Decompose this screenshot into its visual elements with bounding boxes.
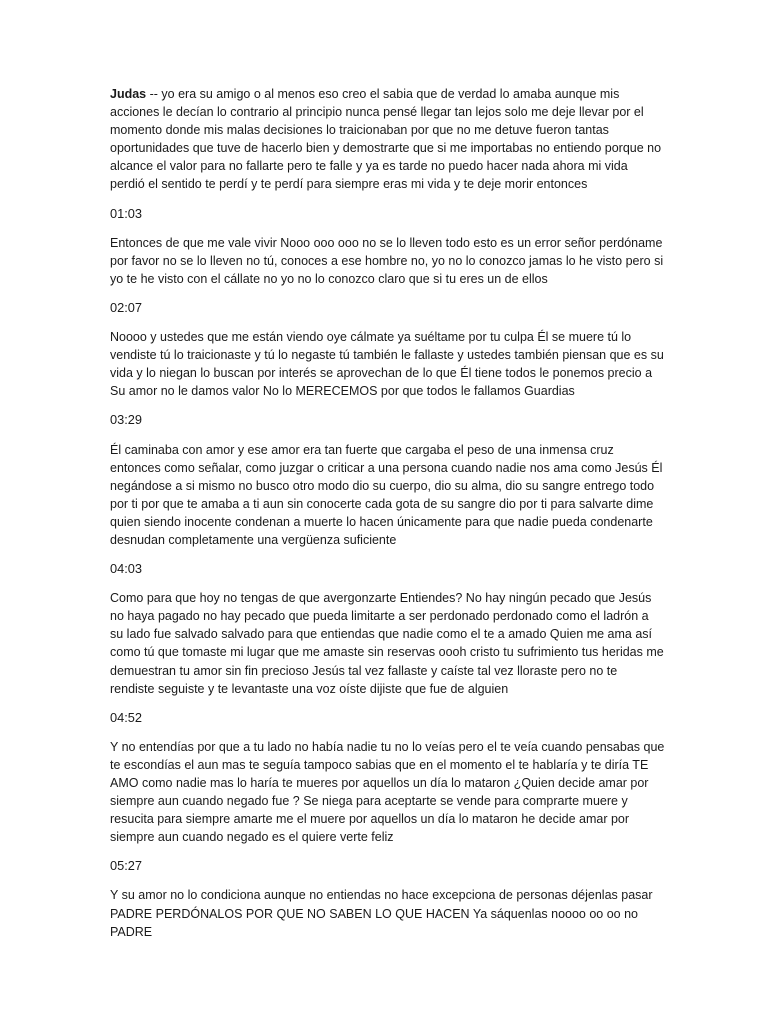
timestamp: 04:03 xyxy=(110,561,143,577)
lyric-paragraph: Y no entendías por que a tu lado no había nadie tu no lo veías pero el te veía cuando pensabas que te escondías el aun mas te seguía tampoco sabias que en el momento el te hablaría y te diría TE AMO como nadie mas lo haría te mueres por aquellos un día lo mataron ¿Quien decide amar por siempre aun cuando negado fue ? Se niega para aceptarte se vende para comprarte muere y resucita para siempre amarte me el muere por aquellos un día lo mataron he decide amar por siempre aun cuando negado es el quiere verte feliz xyxy=(110,739,665,845)
lyric-paragraph: Y su amor no lo condiciona aunque no entiendas no hace excepciona de personas déjenlas pasar PADRE PERDÓNALOS POR QUE NO SABEN LO QUE HACEN Ya sáquenlas noooo oo oo no PADRE xyxy=(110,888,653,939)
timestamp: 03:29 xyxy=(110,412,143,428)
timestamp: 05:27 xyxy=(110,858,143,874)
lyric-paragraph: Entonces de que me vale vivir Nooo ooo ooo no se lo lleven todo esto es un error señor perdóname por favor no se lo lleven no tú, conoces a ese hombre no, yo no lo conozco jamas lo he visto pero si yo te he visto con el cállate no yo no lo conozco claro que si tu eres un de ellos xyxy=(110,235,664,286)
lyric-paragraph: Noooo y ustedes que me están viendo oye cálmate ya suéltame por tu culpa Él se muere tú lo vendiste tú lo traicionaste y tú lo negaste tú también le fallaste y ustedes también piensan que es su vida y lo niegan lo buscan por interés se aprovechan de lo que Él tiene todos le ponemos precio a Su amor no le damos valor No lo MERECEMOS por que todos le fallamos Guardias xyxy=(110,330,664,399)
timestamp: 02:07 xyxy=(110,299,143,315)
intro-paragraph xyxy=(110,85,665,194)
timestamp: 01:03 xyxy=(110,205,143,221)
timestamp: 04:52 xyxy=(110,709,143,725)
speaker-name: Judas xyxy=(110,87,147,101)
lyric-paragraph: Él caminaba con amor y ese amor era tan fuerte que cargaba el peso de una inmensa cruz entonces como señalar, como juzgar o criticar a una persona cuando nadie nos ama como Jesús Él negándose a si mismo no busco otro modo dio su cuerpo, dio su alma, dio su sangre entrego todo por ti por que te amaba a ti aun sin conocerte cada gota de su sangre dio por ti para salvarte dime quien siendo inocente condenan a muerte lo hacen únicamente para que nadie pueda condenarte desnudan completamente una vergüenza suficiente xyxy=(110,442,663,547)
document-page xyxy=(110,85,665,952)
intro-text: -- yo era su amigo o al menos eso creo el sabia que de verdad lo amaba aunque mis acciones le decían lo contrario al principio nunca pensé llegar tan lejos solo me deje llevar por el momento donde mis malas decisiones lo traicionaban por que no me detuve fueron tantas oportunidades que tuve de hacerlo bien y demostrarte que si me importabas no entiendo porque no alcance el valor para no fallarte pero te falle y ya es tarde no puedo hacer nada ahora mi vida perdió el sentido te perdí y te perdí para siempre eras mi vida y te deje morir entonces xyxy=(110,87,662,192)
lyric-paragraph: Como para que hoy no tengas de que avergonzarte Entiendes? No hay ningún pecado que Jesús no haya pagado no hay pecado que pueda limitarte a ser perdonado perdonado como el ladrón a su lado fue salvado salvado para que entiendas que nadie como el te a amado Quien me ama así como tú que tomaste mi lugar que me amaste sin reservas oooh cristo tu sufrimiento tus heridas me demuestran tu amor sin fin precioso Jesús tal vez fallaste y caíste tal vez lloraste pero no te rendiste seguiste y te levantaste una voz oíste dijiste que fue de alguien xyxy=(110,591,664,696)
